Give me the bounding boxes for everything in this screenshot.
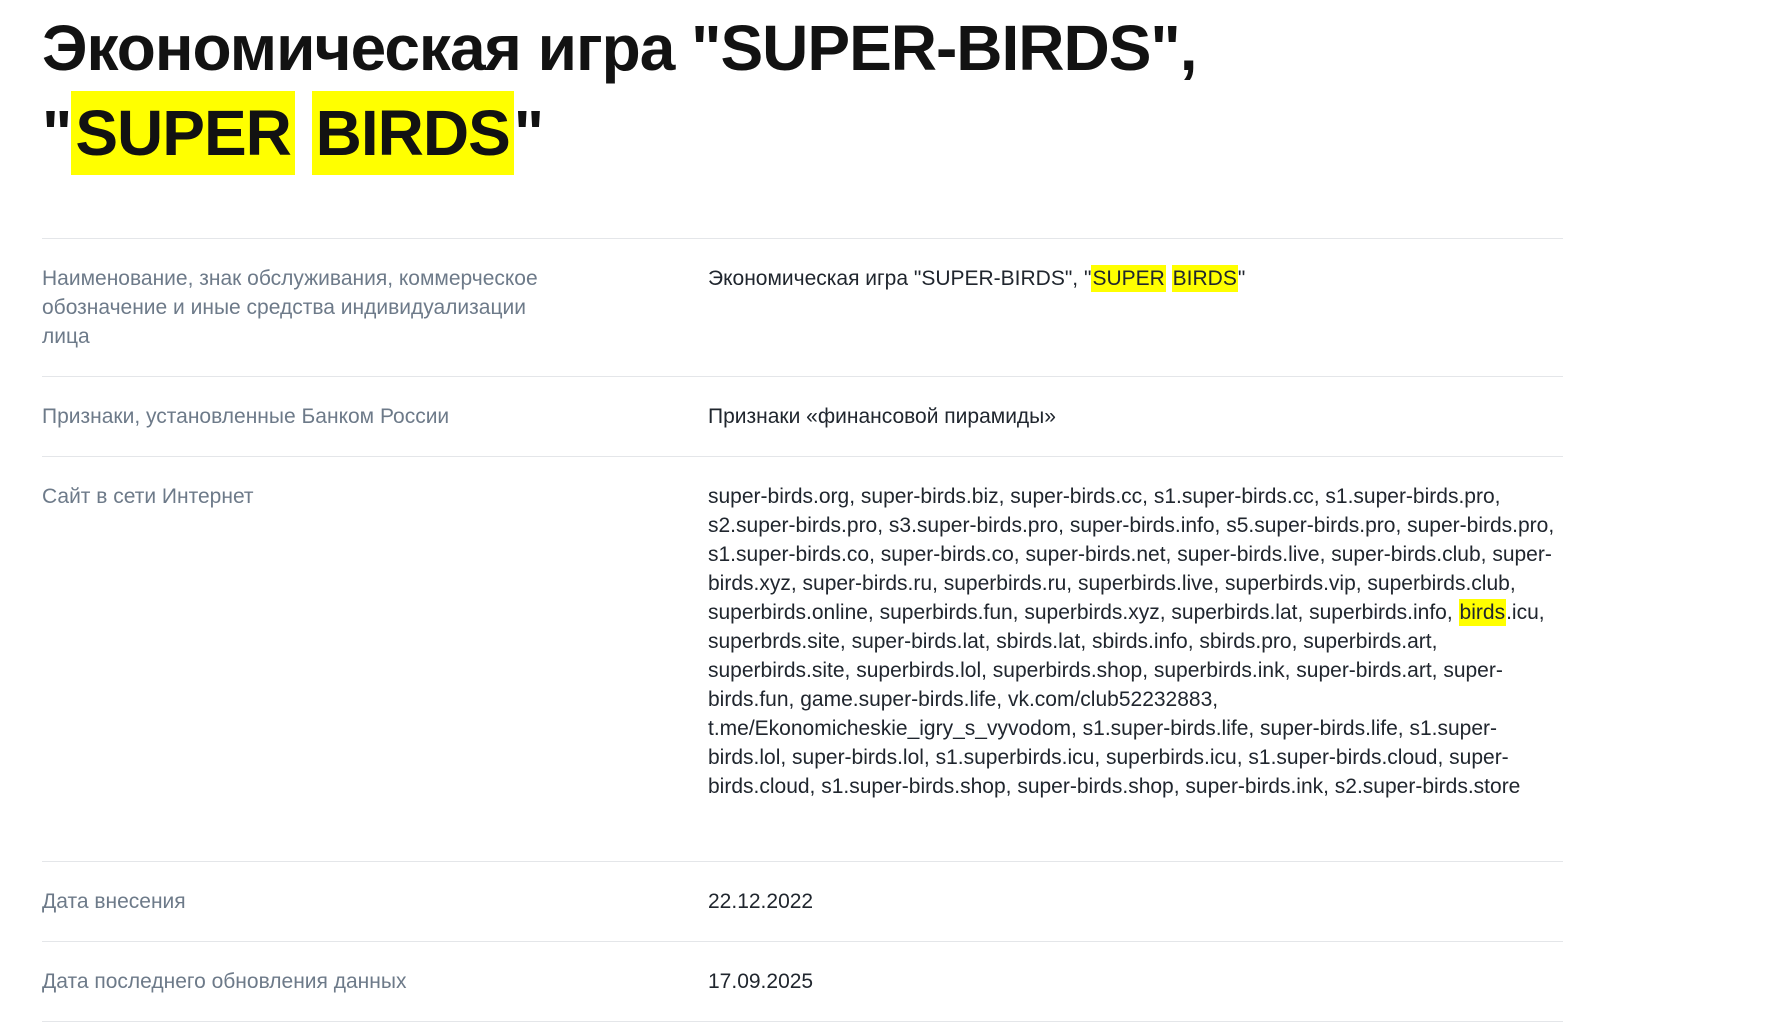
row-value-signs: Признаки «финансовой пирамиды» — [708, 405, 1056, 428]
website-line — [708, 685, 1563, 714]
text-segment: t.me/Ekonomicheskie_igry_s_vyvodom, s1.super-birds.life, super-birds.life, s1.super- — [708, 717, 1497, 740]
website-line — [708, 569, 1563, 598]
text-segment: " — [513, 97, 544, 169]
website-line — [708, 656, 1563, 685]
text-segment: " — [1237, 267, 1246, 290]
page-title-line1: Экономическая игра "SUPER-BIRDS", — [42, 12, 1197, 84]
website-line — [708, 714, 1563, 743]
text-segment: birds.xyz, super-birds.ru, superbirds.ru, superbirds.live, superbirds.vip, superbirds.club, — [708, 572, 1516, 595]
row-signs — [42, 377, 1563, 457]
highlight-mark: birds — [1459, 601, 1506, 624]
text-segment: s2.super-birds.pro, s3.super-birds.pro, super-birds.info, s5.super-birds.pro, super-birds.pro, — [708, 514, 1555, 537]
text-segment: " — [42, 97, 72, 169]
row-label-date-added: Дата внесения — [42, 890, 186, 913]
highlight-mark: BIRDS — [1172, 267, 1237, 290]
text-segment: superbrds.site, super-birds.lat, sbirds.lat, sbirds.info, sbirds.pro, superbirds.art, — [708, 630, 1438, 653]
text-segment: birds.fun, game.super-birds.life, vk.com/club52232883, — [708, 688, 1219, 711]
website-line — [708, 540, 1563, 569]
website-line — [708, 482, 1563, 511]
page-title — [42, 6, 1743, 176]
text-segment — [1166, 267, 1172, 290]
record-table — [42, 238, 1563, 1022]
row-name — [42, 239, 1563, 377]
website-line — [708, 743, 1563, 772]
text-segment: superbirds.online, superbirds.fun, superbirds.xyz, superbirds.lat, superbirds.info, — [708, 601, 1459, 624]
highlight-mark: BIRDS — [312, 91, 514, 175]
row-value-date-added: 22.12.2022 — [708, 890, 814, 913]
row-date-updated — [42, 942, 1563, 1022]
website-line — [708, 627, 1563, 656]
text-segment: superbirds.site, superbirds.lol, superbirds.shop, superbirds.ink, super-birds.art, super- — [708, 659, 1503, 682]
page-title-line2 — [42, 91, 1743, 176]
text-segment: birds.lol, super-birds.lol, s1.superbirds.icu, superbirds.icu, s1.super-birds.cloud, super- — [708, 746, 1509, 769]
text-segment — [295, 97, 312, 169]
row-website — [42, 457, 1563, 862]
text-segment: birds.cloud, s1.super-birds.shop, super-birds.shop, super-birds.ink, s2.super-birds.store — [708, 775, 1521, 798]
text-segment: s1.super-birds.co, super-birds.co, super-birds.net, super-birds.live, super-birds.club, super- — [708, 543, 1552, 566]
row-label-name: Наименование, знак обслуживания, коммерческое обозначение и иные средства индивидуализации лица — [42, 267, 538, 348]
text-segment: .icu, — [1506, 601, 1545, 624]
row-value-website — [708, 482, 1563, 801]
highlight-mark: SUPER — [1092, 267, 1165, 290]
row-date-added — [42, 862, 1563, 942]
row-label-website: Сайт в сети Интернет — [42, 485, 254, 508]
row-value-date-updated: 17.09.2025 — [708, 970, 814, 993]
text-segment: super-birds.org, super-birds.biz, super-birds.cc, s1.super-birds.cc, s1.super-birds.pro, — [708, 485, 1501, 508]
website-line — [708, 598, 1563, 627]
row-value-name — [708, 264, 1563, 293]
row-label-signs: Признаки, установленные Банком России — [42, 405, 450, 428]
text-segment: Экономическая игра "SUPER-BIRDS", " — [708, 267, 1092, 290]
highlight-mark: SUPER — [71, 91, 295, 175]
row-label-date-updated: Дата последнего обновления данных — [42, 970, 407, 993]
website-line — [708, 511, 1563, 540]
website-line — [708, 772, 1563, 801]
